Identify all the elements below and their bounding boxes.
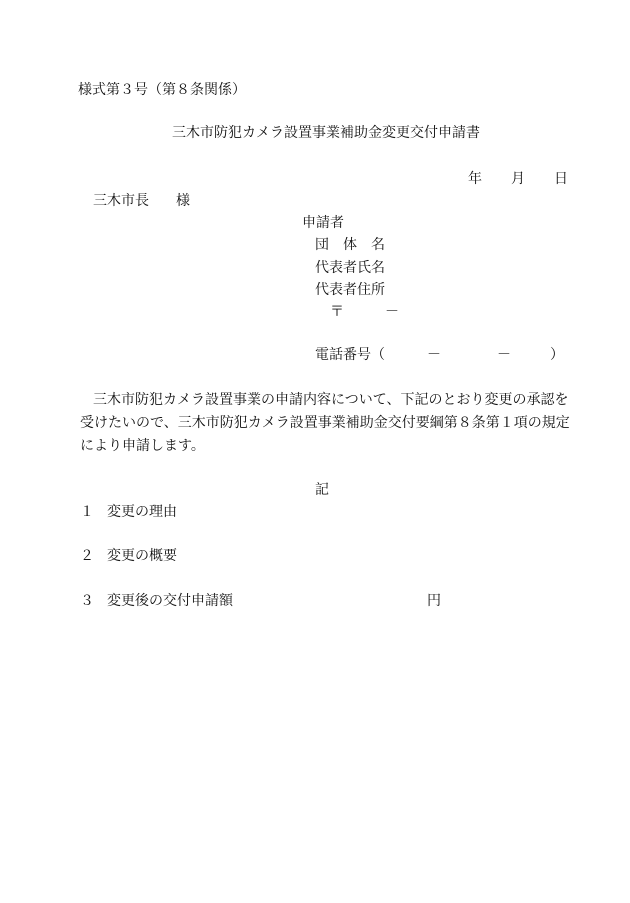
phone-close: ） (550, 347, 564, 363)
date-month: 月 (511, 171, 525, 187)
item-1-label: 変更の理由 (107, 504, 177, 520)
body-line-2: 受けたいので、三木市防犯カメラ設置事業補助金交付要綱第８条第１項の規定 (80, 415, 570, 431)
addressee-name: 三木市長 (93, 193, 149, 209)
phone-dash-1: － (427, 347, 441, 363)
item-3-label: 変更後の交付申請額 (107, 593, 233, 609)
item-2-number: ２ (80, 548, 94, 564)
representative-name-label: 代表者氏名 (315, 260, 385, 276)
item-3-number: ３ (80, 593, 94, 609)
postal-mark: 〒 (330, 304, 344, 320)
date-day: 日 (554, 171, 568, 187)
body-line-1: 三木市防犯カメラ設置事業の申請内容について、下記のとおり変更の承認を (93, 392, 569, 408)
body-line-3: により申請します。 (80, 438, 205, 454)
note-heading: 記 (315, 482, 329, 498)
date-year: 年 (468, 171, 482, 187)
phone-label: 電話番号（ (315, 347, 385, 363)
document-title: 三木市防犯カメラ設置事業補助金変更交付申請書 (172, 125, 480, 141)
applicant-heading: 申請者 (302, 215, 344, 231)
representative-address-label: 代表者住所 (315, 282, 385, 298)
organization-label: 団 体 名 (315, 237, 385, 253)
item-2-label: 変更の概要 (107, 548, 177, 564)
form-number: 様式第３号（第８条関係） (78, 82, 246, 98)
postal-dash: － (385, 304, 399, 320)
addressee-honorific: 様 (176, 193, 190, 209)
phone-dash-2: － (497, 347, 511, 363)
item-1-number: １ (80, 504, 94, 520)
item-3-unit: 円 (427, 593, 441, 609)
